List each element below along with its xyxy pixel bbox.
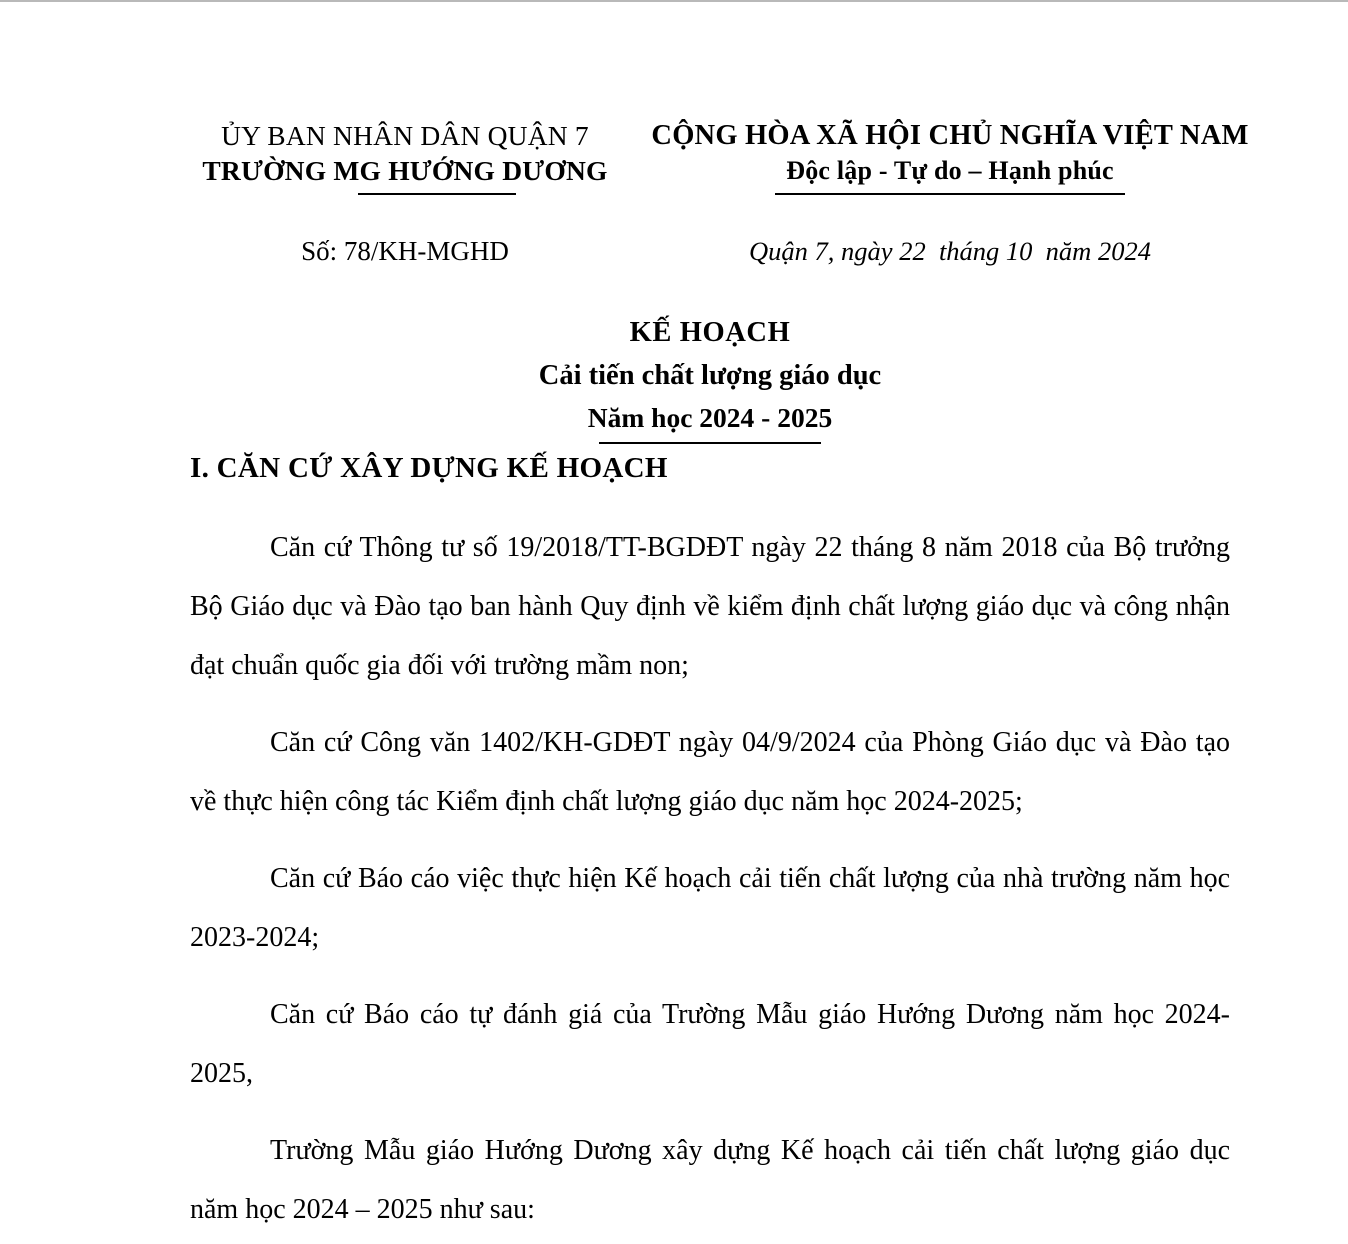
header-left-block xyxy=(190,118,620,195)
school-year-underline xyxy=(599,442,821,444)
motto-underline xyxy=(775,193,1125,195)
document-subtitle: Cải tiến chất lượng giáo dục xyxy=(538,359,882,391)
document-body xyxy=(190,518,1230,1239)
issuing-organization: TRƯỜNG MG HƯỚNG DƯƠNG xyxy=(202,155,608,187)
body-paragraph: Trường Mẫu giáo Hướng Dương xây dựng Kế hoạch cải tiến chất lượng giáo dục năm học 2024 – 2025 như sau: xyxy=(190,1135,1230,1225)
body-paragraph: Căn cứ Báo cáo việc thực hiện Kế hoạch cải tiến chất lượng của nhà trường năm học 2023-2024; xyxy=(190,863,1230,953)
section-heading-i: I. CĂN CỨ XÂY DỰNG KẾ HOẠCH xyxy=(190,452,668,484)
national-title: CỘNG HÒA XÃ HỘI CHỦ NGHĨA VIỆT NAM xyxy=(651,120,1249,151)
national-motto: Độc lập - Tự do – Hạnh phúc xyxy=(786,156,1114,186)
issuing-authority: ỦY BAN NHÂN DÂN QUẬN 7 xyxy=(221,120,589,151)
document-school-year: Năm học 2024 - 2025 xyxy=(587,401,833,433)
header-right-block xyxy=(650,118,1250,195)
viewer-top-edge xyxy=(0,0,1348,2)
document-title: KẾ HOẠCH xyxy=(629,317,791,348)
body-paragraph: Căn cứ Báo cáo tự đánh giá của Trường Mẫu giáo Hướng Dương năm học 2024- 2025, xyxy=(190,999,1230,1089)
document-title-block xyxy=(190,312,1230,444)
organization-underline xyxy=(358,193,516,195)
body-paragraph: Căn cứ Thông tư số 19/2018/TT-BGDĐT ngày 22 tháng 8 năm 2018 của Bộ trưởng Bộ Giáo dục và Đào tạo ban hành Quy định về kiểm định chất lượng giáo dục và công nhận đạt chuẩn quốc gia đối với trường mầm non; xyxy=(190,532,1230,681)
place-and-date: Quận 7, ngày 22 tháng 10 năm 2024 xyxy=(749,236,1151,266)
body-paragraph: Căn cứ Công văn 1402/KH-GDĐT ngày 04/9/2024 của Phòng Giáo dục và Đào tạo về thực hiện công tác Kiểm định chất lượng giáo dục năm học 2024-2025; xyxy=(190,727,1230,817)
document-header xyxy=(0,118,1348,195)
document-number: Số: 78/KH-MGHD xyxy=(301,236,509,266)
